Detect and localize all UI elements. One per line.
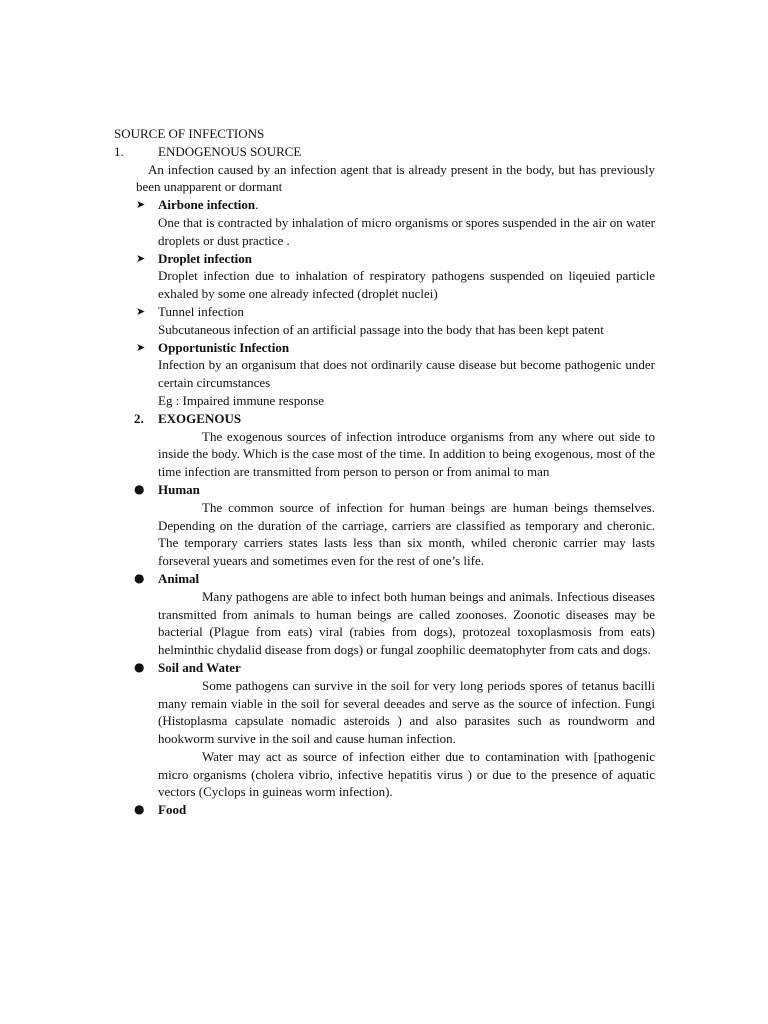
section-1-title: ENDOGENOUS SOURCE	[158, 143, 302, 159]
exogenous-item	[114, 481, 655, 570]
arrow-bullet-icon: ➤	[136, 340, 146, 354]
endogenous-item	[114, 303, 655, 339]
endogenous-item	[114, 339, 655, 410]
item-title: Tunnel infection	[158, 303, 244, 319]
bullet-icon: ●	[134, 802, 145, 817]
item-body: Droplet infection due to inhalation of respiratory pathogens suspended on liqeuied particle exhaled by some one already infected (droplet nuclei)	[158, 268, 655, 302]
section-2-heading	[114, 410, 655, 428]
arrow-bullet-icon: ➤	[136, 198, 146, 212]
item-title: Opportunistic Infection	[158, 339, 290, 355]
section-1-heading	[114, 143, 655, 161]
section-1-intro: An infection caused by an infection agent that is already present in the body, but has previously been unapparent or dormant	[136, 161, 655, 195]
item-title: Droplet infection	[158, 250, 252, 266]
bullet-icon: ●	[134, 481, 145, 496]
section-2-intro: The exogenous sources of infection introduce organisms from any where out side to inside the body. Which is the case most of the time. In addition to being exogenous, most of the time infection are transmitted from person to person or from animal to man	[158, 428, 655, 480]
document-title: SOURCE OF INFECTIONS	[114, 126, 265, 141]
item-paragraph: The common source of infection for human beings are human beings themselves. Depending on the duration of the carriage, carriers are classified as temporary and cheronic. The temporary carriers states lasts less than six month, whiled cheronic carrier may lasts forseveral yuears and sometimes even for the rest of one’s life.	[158, 499, 655, 569]
item-title: Airbone infection	[158, 197, 256, 213]
bullet-icon: ●	[134, 570, 145, 585]
item-paragraph: Water may act as source of infection either due to contamination with [pathogenic micro organisms (cholera vibrio, infective hepatitis virus ) or due to the presence of aquatic vectors (Cyclops in guineas worm infection).	[158, 748, 655, 800]
item-title: Soil and Water	[158, 659, 241, 675]
item-title: Animal	[158, 570, 200, 586]
bullet-icon: ●	[134, 659, 145, 674]
exogenous-item	[114, 659, 655, 801]
item-title: Human	[158, 481, 200, 497]
item-title: Food	[158, 802, 187, 818]
section-2-title: EXOGENOUS	[158, 410, 242, 426]
section-1-number: 1.	[114, 143, 124, 159]
item-body: Infection by an organisum that does not ordinarily cause disease but become pathogenic under certain circumstances	[158, 357, 655, 391]
item-paragraph: Many pathogens are able to infect both human beings and animals. Infectious diseases transmitted from animals to human beings are called zoonoses. Zoonotic diseases may be bacterial (Plague from eats) viral (rabies from dogs), protozeal toxoplasmosis from eats) helminthic chydalid disease from dogs) or fungal zoophilic deematophyter from cats and dogs.	[158, 588, 655, 658]
exogenous-item	[114, 570, 655, 659]
endogenous-item	[114, 250, 655, 303]
item-body: One that is contracted by inhalation of micro organisms or spores suspended in the air on water droplets or dust practice .	[158, 214, 655, 248]
exogenous-item	[114, 801, 655, 819]
item-body: Subcutaneous infection of an artificial passage into the body that has been kept patent	[158, 321, 604, 337]
arrow-bullet-icon: ➤	[136, 251, 146, 265]
section-2-intro-block	[114, 428, 655, 481]
endogenous-item	[114, 196, 655, 249]
item-title-suffix: .	[255, 197, 259, 213]
item-example: Eg : Impaired immune response	[158, 392, 325, 408]
section-2-number: 2.	[134, 410, 144, 426]
document-content	[114, 125, 655, 819]
arrow-bullet-icon: ➤	[136, 304, 146, 318]
item-paragraph: Some pathogens can survive in the soil for very long periods spores of tetanus bacilli many remain viable in the soil for several deeades and serve as the source of infection. Fungi (Histoplasma capsulate nomadic asteroids ) and also parasites such as roundworm and hookworm survive in the soil and cause human infection.	[158, 677, 655, 747]
